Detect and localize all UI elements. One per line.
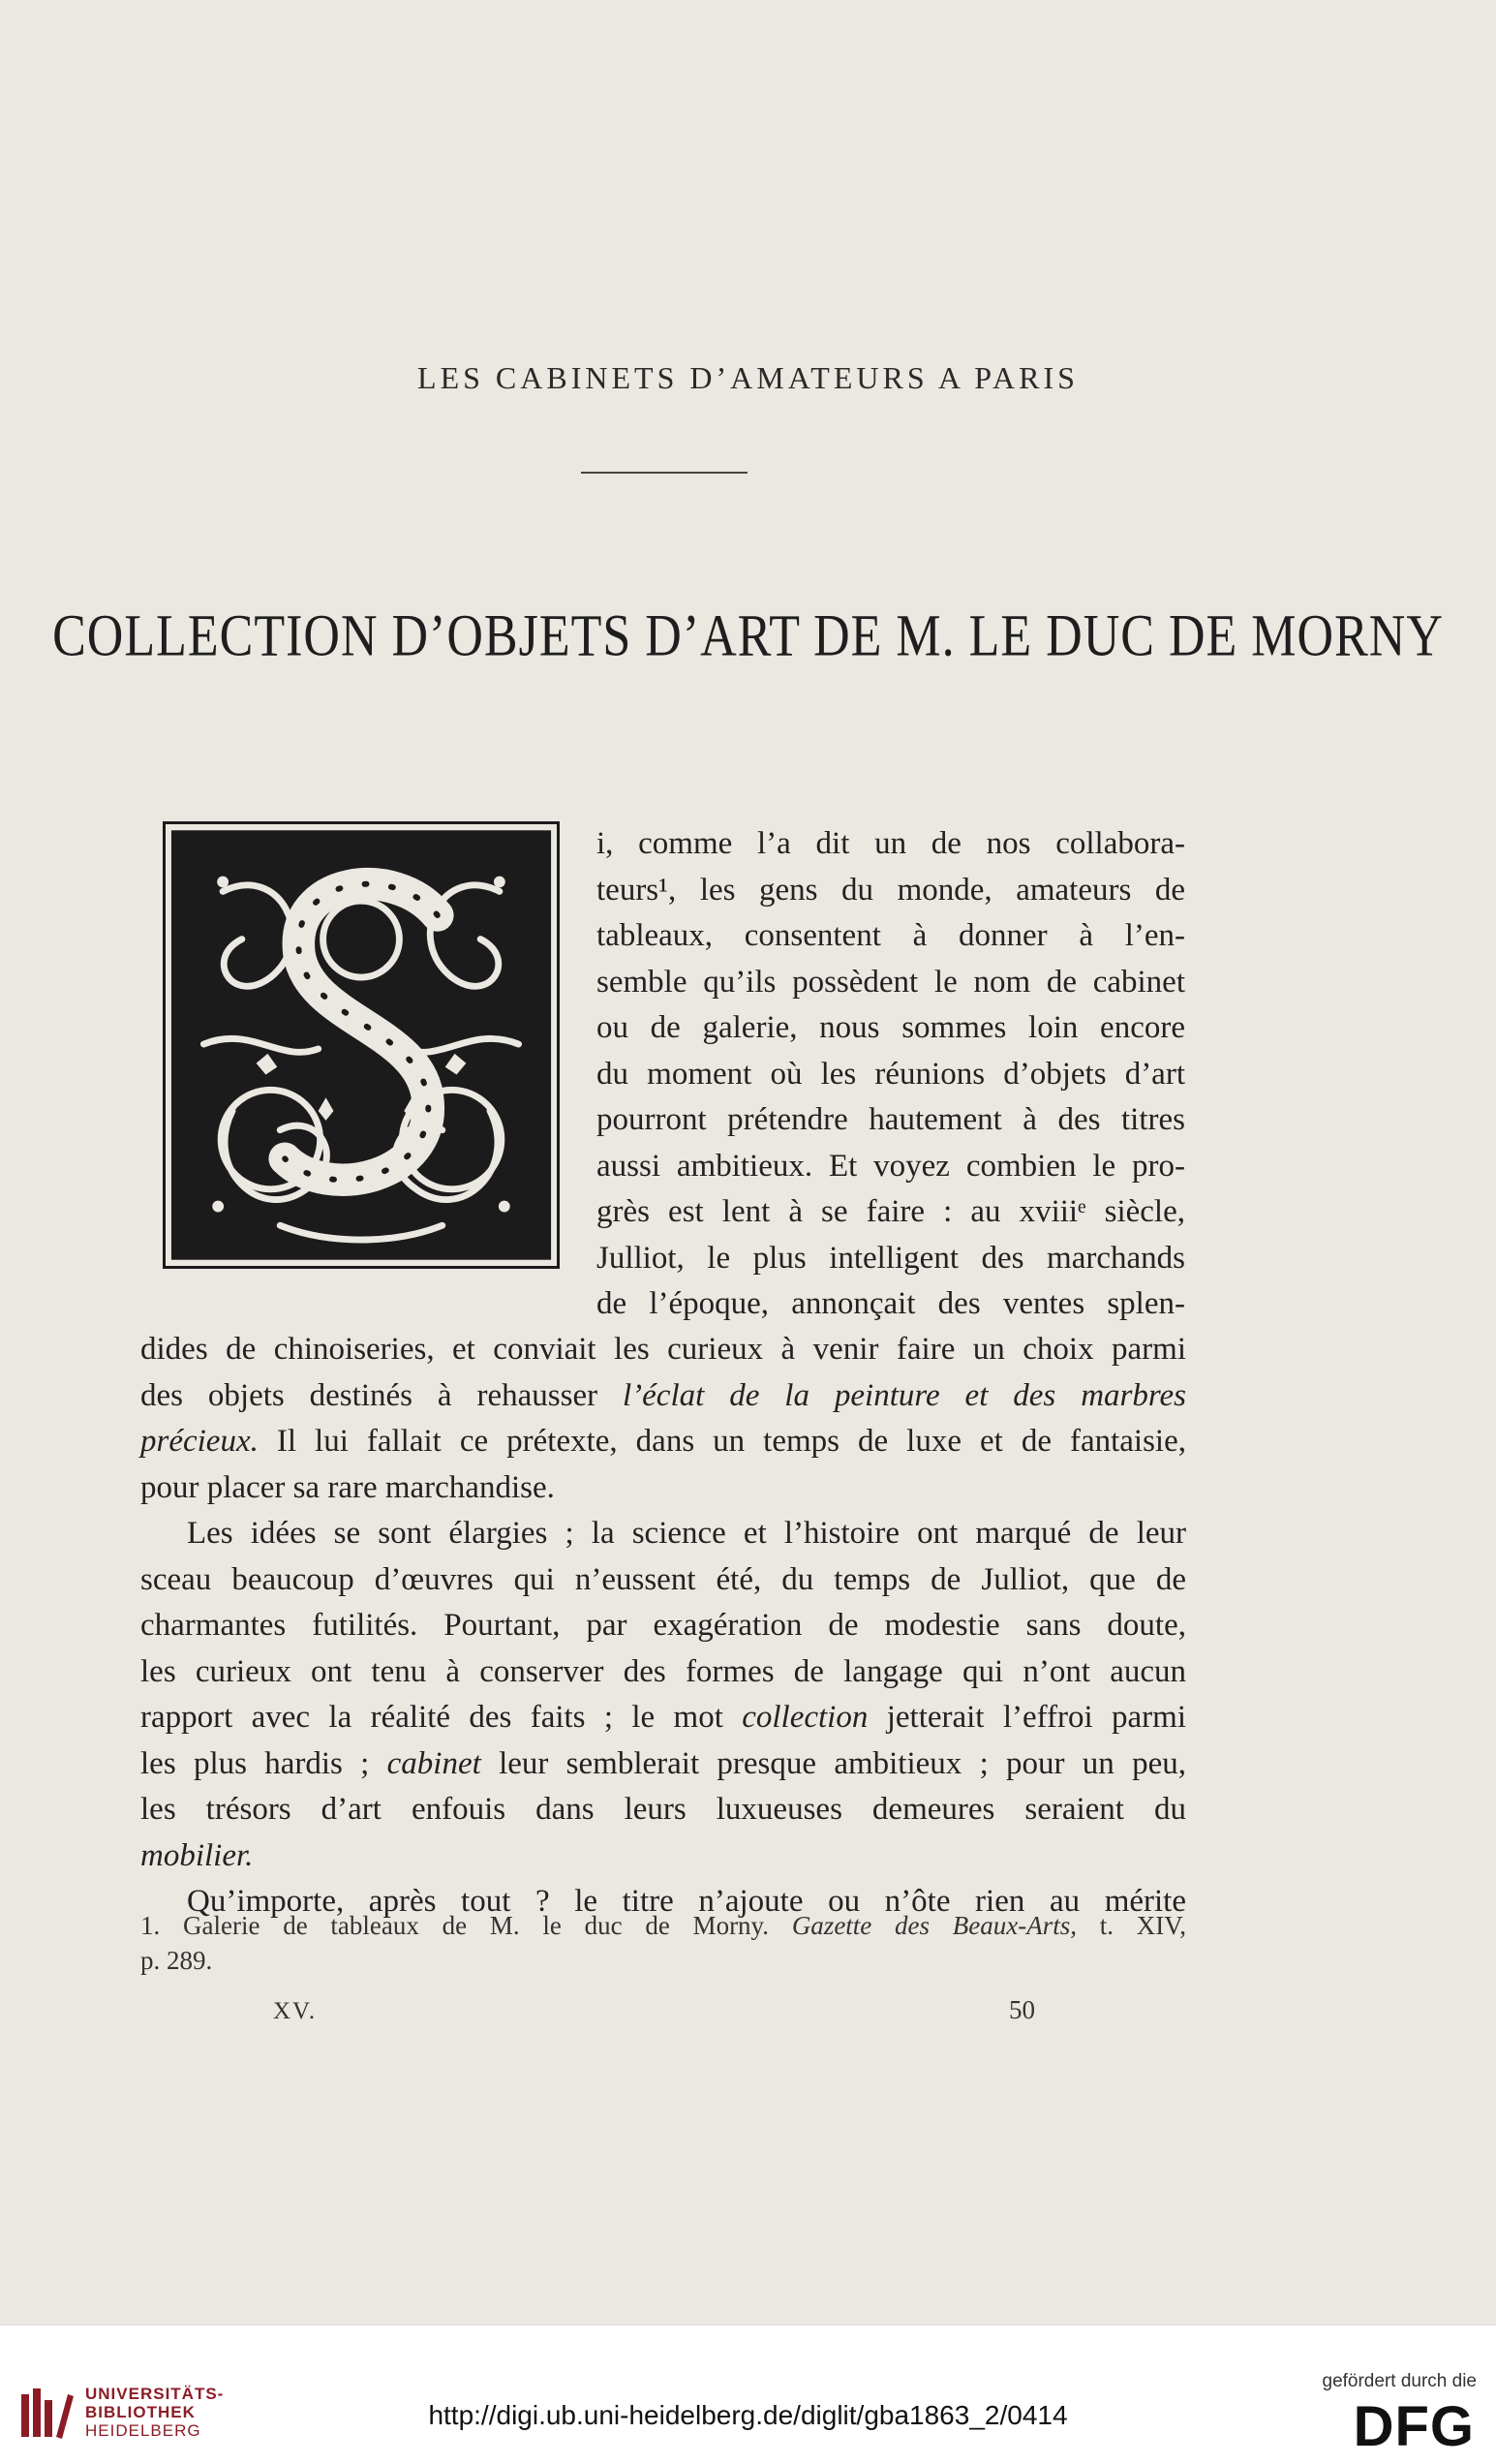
text-span: rapport avec la réalité des faits ; le mot [140, 1700, 743, 1735]
library-name-line: UNIVERSITÄTS- [85, 2385, 225, 2403]
text-line: pourront prétendre hautement à des titres [596, 1102, 1185, 1137]
text-line: semble qu’ils possèdent le nom de cabinet [596, 964, 1185, 1000]
permalink-url[interactable]: http://digi.ub.uni-heidelberg.de/diglit/gba1863_2/0414 [428, 2400, 1068, 2430]
text-line: charmantes futilités. Pourtant, par exagération de modestie sans doute, [140, 1608, 1186, 1643]
running-header: LES CABINETS D’AMATEURS A PARIS [417, 360, 1079, 395]
article-title: COLLECTION D’OBJETS D’ART DE M. LE DUC DE MORNY [52, 603, 1444, 669]
text-line: tableaux, consentent à donner à l’en- [596, 918, 1185, 953]
text-line [140, 1833, 1186, 1880]
ornament-initial-icon [166, 824, 557, 1266]
footnote-line: p. 289. [140, 1946, 213, 1975]
signature-mark: XV. [273, 1998, 318, 2024]
text-span: t. XIV, [1077, 1911, 1187, 1940]
text-line: aussi ambitieux. Et voyez combien le pro- [596, 1148, 1185, 1184]
decorated-initial-s [163, 821, 560, 1269]
italic-span: Gazette des Beaux-Arts, [791, 1911, 1077, 1940]
italic-span: précieux. [140, 1424, 259, 1459]
text-line: Les idées se sont élargies ; la science et l’histoire ont marqué de leur [187, 1516, 1186, 1551]
text-span: jetterait l’effroi parmi [868, 1700, 1186, 1735]
italic-span: l’éclat de la peinture et des marbres [623, 1377, 1186, 1413]
text-line: teurs¹, les gens du monde, amateurs de [596, 872, 1185, 908]
library-name-line: HEIDELBERG [85, 2421, 201, 2440]
text-line [140, 1419, 1186, 1465]
paragraph-1-wrapped [596, 821, 1185, 1328]
dfg-logo[interactable]: DFG [1353, 2395, 1475, 2458]
text-line [140, 1741, 1186, 1788]
text-line: ou de galerie, nous sommes loin encore [596, 1010, 1185, 1045]
text-line: i, comme l’a dit un de nos collabora- [596, 826, 1185, 861]
text-line: Julliot, le plus intelligent des marchands [596, 1240, 1185, 1276]
footnote [140, 1908, 1186, 1978]
text-line: les curieux ont tenu à conserver des formes de langage qui n’ont aucun [140, 1653, 1186, 1689]
text-line: Qu’importe, après tout ? le titre n’ajoute ou n’ôte rien au mérite [187, 1884, 1186, 1919]
body-text [140, 1327, 1186, 1925]
italic-span: collection [742, 1700, 869, 1735]
page-number: 50 [1009, 1995, 1035, 2024]
italic-span: mobilier. [140, 1837, 254, 1873]
text-span: les plus hardis ; [140, 1745, 387, 1781]
text-line [140, 1695, 1186, 1741]
text-line: grès est lent à se faire : au xviiiᵉ siècle, [596, 1194, 1185, 1229]
text-span: leur semblerait presque ambitieux ; pour un peu, [480, 1745, 1186, 1781]
footnote-line [140, 1908, 1186, 1943]
header-rule [581, 472, 748, 474]
text-line: du moment où les réunions d’objets d’art [596, 1056, 1185, 1092]
text-line: dides de chinoiseries, et conviait les curieux à venir faire un choix parmi [140, 1332, 1186, 1367]
italic-span: cabinet [386, 1745, 481, 1781]
text-span: des objets destinés à rehausser [140, 1377, 623, 1413]
text-line [140, 1373, 1186, 1420]
text-line: sceau beaucoup d’œuvres qui n’eussent été, du temps de Julliot, que de [140, 1561, 1186, 1597]
text-span: Il lui fallait ce prétexte, dans un temps de luxe et de fantaisie, [258, 1424, 1186, 1459]
text-line: les trésors d’art enfouis dans leurs luxueuses demeures seraient du [140, 1792, 1186, 1827]
text-line: de l’époque, annonçait des ventes splen- [596, 1286, 1185, 1321]
library-name-line: BIBLIOTHEK [85, 2403, 196, 2421]
text-line: pour placer sa rare marchandise. [140, 1469, 555, 1505]
funding-label: gefördert durch die [1322, 2371, 1477, 2391]
viewer-footer [0, 2325, 1496, 2464]
text-span: 1. Galerie de tableaux de M. le duc de Morny. [140, 1911, 792, 1940]
